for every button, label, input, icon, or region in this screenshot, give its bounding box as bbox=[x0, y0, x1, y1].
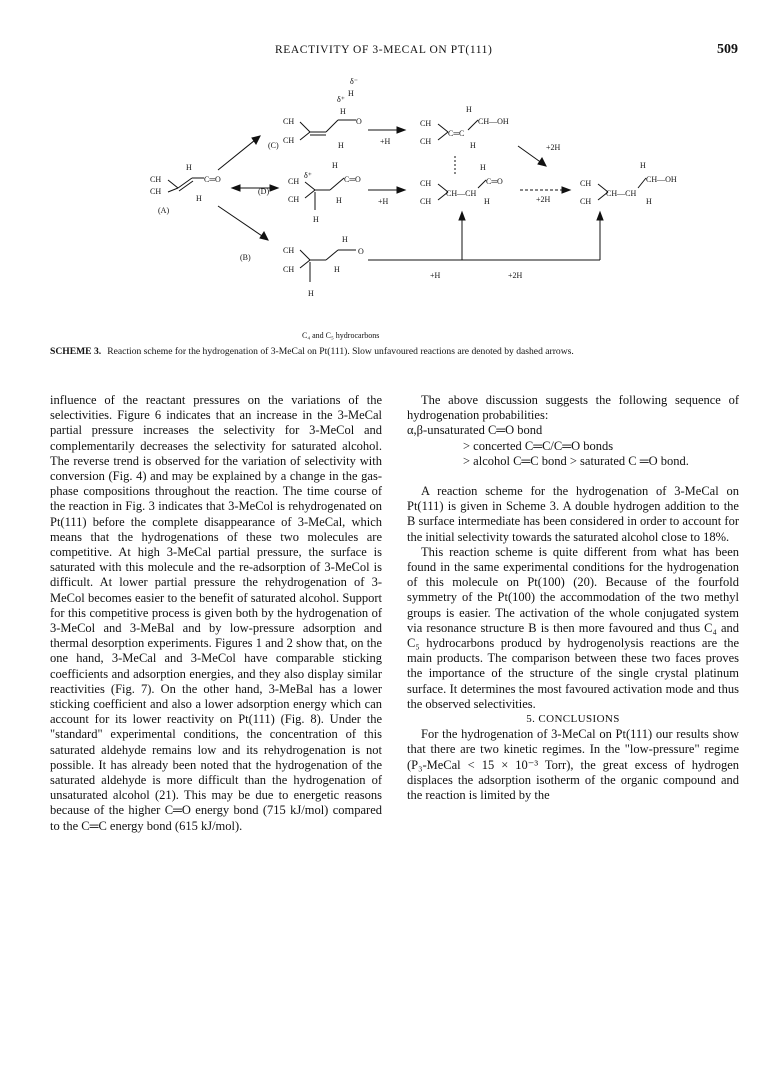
ch3-label: CH bbox=[420, 137, 432, 146]
ch3-label: CH bbox=[580, 197, 592, 206]
right-paragraph-2: A reaction scheme for the hydrogenation of 3-MeCal on Pt(111) is given in Scheme 3. A double hydrogen addition to the B surface intermediate has been considered in order to account for the initial selectivity towards the saturated alcohol close to 18%. bbox=[407, 484, 739, 544]
h-label: H bbox=[338, 141, 344, 150]
structure-b bbox=[240, 235, 364, 298]
delta-plus: δ⁺ bbox=[304, 171, 312, 180]
left-column bbox=[50, 393, 382, 834]
h-label: H bbox=[480, 163, 486, 172]
ch3-label: CH bbox=[580, 179, 592, 188]
plus-2h-label: +2H bbox=[536, 195, 551, 204]
caption-label: SCHEME 3. bbox=[50, 346, 102, 357]
ch3-label: CH bbox=[283, 117, 295, 126]
ch3-label: CH bbox=[420, 179, 432, 188]
h-label: H bbox=[313, 215, 319, 224]
ch3-label: CH bbox=[420, 197, 432, 206]
ch3-label: CH bbox=[288, 195, 300, 204]
ch3-label: CH bbox=[420, 119, 432, 128]
plus-h-label: +H bbox=[378, 197, 389, 206]
dashed-arrow-mebal-to-satalc bbox=[520, 187, 570, 204]
h-label: H bbox=[308, 289, 314, 298]
running-title: REACTIVITY OF 3-MECAL ON PT(111) bbox=[275, 44, 493, 56]
sequence-line-1: α,β-unsaturated C═O bond bbox=[407, 423, 543, 438]
arrow-c-to-mecol bbox=[368, 127, 405, 146]
h-label: H bbox=[332, 161, 338, 170]
structure-d bbox=[258, 161, 361, 224]
plus-2h-label: +2H bbox=[508, 271, 523, 280]
c-eq-o-label: C═O bbox=[344, 175, 361, 184]
ch3-label: CH bbox=[150, 175, 162, 184]
arrows-from-a bbox=[218, 136, 278, 240]
right-paragraph-3: This reaction scheme is quite different from what has been found in the same experimental conditions for the hydrogenation of this molecule on Pt(100) (20). Because of the fourfold symmetry of the Pt(100) the accommodation of the two methyl groups is easier. The activation of the whole conjugated system via resonance structure B is then more favoured and thus C₄ and C₅ hydrocarbons producd by hydrogenolysis reactions are the main products. The comparison between these two faces proves the importance of the structure of the single crystal platinum surface. It determines the most favoured activation mode and thus the observed selectivities. bbox=[407, 544, 739, 711]
structure-saturated-alcohol bbox=[580, 161, 677, 206]
h-label: H bbox=[196, 194, 202, 203]
reaction-scheme-drawing bbox=[100, 70, 720, 350]
h-label: H bbox=[640, 161, 646, 170]
label-b: (B) bbox=[240, 253, 251, 262]
right-column bbox=[407, 393, 739, 803]
arrow-d-to-mebal bbox=[368, 187, 405, 206]
h-label: H bbox=[336, 196, 342, 205]
page-number: 509 bbox=[717, 42, 738, 57]
h-label: H bbox=[334, 265, 340, 274]
ch3-label: CH bbox=[283, 246, 295, 255]
plus-h-label: +H bbox=[380, 137, 391, 146]
h-label: H bbox=[348, 89, 354, 98]
o-label: O bbox=[356, 117, 362, 126]
ch-oh-label: CH—OH bbox=[646, 175, 677, 184]
page-header bbox=[0, 44, 780, 64]
c-eq-c-label: C═C bbox=[448, 129, 465, 138]
label-a: (A) bbox=[158, 206, 170, 215]
structure-mecol bbox=[420, 105, 509, 150]
h-label: H bbox=[646, 197, 652, 206]
section-heading-conclusions: 5. CONCLUSIONS bbox=[526, 713, 620, 726]
ch3-label: CH bbox=[283, 265, 295, 274]
delta-plus: δ⁺ bbox=[337, 95, 345, 104]
arrow-mecol-to-satalc bbox=[518, 143, 561, 166]
right-paragraph-4: For the hydrogenation of 3-MeCal on Pt(111) our results show that there are two kinetic regimes. In the "low-pressure" regime (P₃-MeCal < 15 × 10⁻³ Torr), the great excess of hydrogen displaces the adsorption isotherm of the organic compound and the reaction is limited by the bbox=[407, 727, 739, 803]
sequence-line-2: > concerted C═C/C═O bonds bbox=[463, 438, 614, 453]
h-label: H bbox=[470, 141, 476, 150]
h-label: H bbox=[466, 105, 472, 114]
caption-text: Reaction scheme for the hydrogenation of 3-MeCal on Pt(111). Slow unfavoured reactions are denoted by dashed arrows. bbox=[107, 346, 574, 357]
ch-oh-label: CH—OH bbox=[478, 117, 509, 126]
h-label: H bbox=[340, 107, 346, 116]
h-label: H bbox=[484, 197, 490, 206]
label-c: (C) bbox=[268, 141, 279, 150]
structure-c bbox=[268, 77, 362, 150]
structure-a bbox=[150, 163, 221, 215]
products-label: C₄ and C₅ hydrocarbons bbox=[302, 331, 380, 340]
right-paragraph-1: The above discussion suggests the following sequence of hydrogenation probabilities: bbox=[407, 393, 739, 423]
left-paragraph-1: influence of the reactant pressures on the variations of the selectivities. Figure 6 indicates that an increase in the 3-MeCal partial pressure increases the selectivity for 3-MeCol and complementarily decreases the selectivity for saturated alcohol. The reverse trend is observed for the variation of selectivity with conversion (Fig. 4) and may be explained by a change in the gas-phase compositions throughout the reaction. The time course of the reaction in Fig. 3 indicates that 3-MeCol is rehydrogenated on Pt(111) before the complete disappearance of 3-MeCal, which means that the hydrogenations of these two molecules are competitive. At high 3-MeCal partial pressure, the surface is saturated with this molecule and the re-adsorption of 3-MeCol is difficult. At lower partial pressure the rehydrogenation of 3-MeCol becomes easier to the benefit of saturated alcohol. Support for this competitive process is given both by the hydrogenation of 3-MeCol and 3-MeBal and by low-pressure adsorption and thermal desorption experiments. Figures 1 and 2 show that, on the one hand, 3-MeCal and 3-MeCol have comparable sticking coefficients and adsorption energies, and they also display similar reactivities (Fig. 7). On the other hand, 3-MeBal has a lower sticking coefficient and also a lower adsorption energy which can account for its lower reactivity on Pt(111) (Fig. 8). Under the "standard" experimental conditions, the concentration of this saturated aldehyde remains low and its rehydrogenation is not possible. It has already been noted that the hydrogenation of the saturated aldehyde is more difficult than the hydrogenation of unsaturated alcohol (21). This may be due to energetic reasons because of the higher C═O energy bond (715 kJ/mol) compared to the C═C energy bond (615 kJ/mol). bbox=[50, 393, 382, 833]
o-label: O bbox=[358, 247, 364, 256]
c-eq-o-label: C═O bbox=[486, 177, 503, 186]
plus-2h-label: +2H bbox=[546, 143, 561, 152]
ch-ch-label: CH—CH bbox=[606, 189, 637, 198]
ch3-label: CH bbox=[283, 136, 295, 145]
ch3-label: CH bbox=[150, 187, 162, 196]
structure-mebal bbox=[420, 163, 503, 206]
reaction-scheme bbox=[100, 70, 720, 350]
ch3-label: CH bbox=[288, 177, 300, 186]
h-label: H bbox=[186, 163, 192, 172]
arrows-from-b bbox=[368, 212, 603, 280]
scheme-caption bbox=[50, 346, 740, 358]
delta-minus: δ⁻ bbox=[350, 77, 358, 86]
c-eq-o-label: C═O bbox=[204, 175, 221, 184]
h-label: H bbox=[342, 235, 348, 244]
plus-h-label: +H bbox=[430, 271, 441, 280]
sequence-line-3: > alcohol C═C bond > saturated C ═O bond. bbox=[463, 453, 689, 468]
label-d: (D) bbox=[258, 187, 270, 196]
ch-ch-label: CH—CH bbox=[446, 189, 477, 198]
